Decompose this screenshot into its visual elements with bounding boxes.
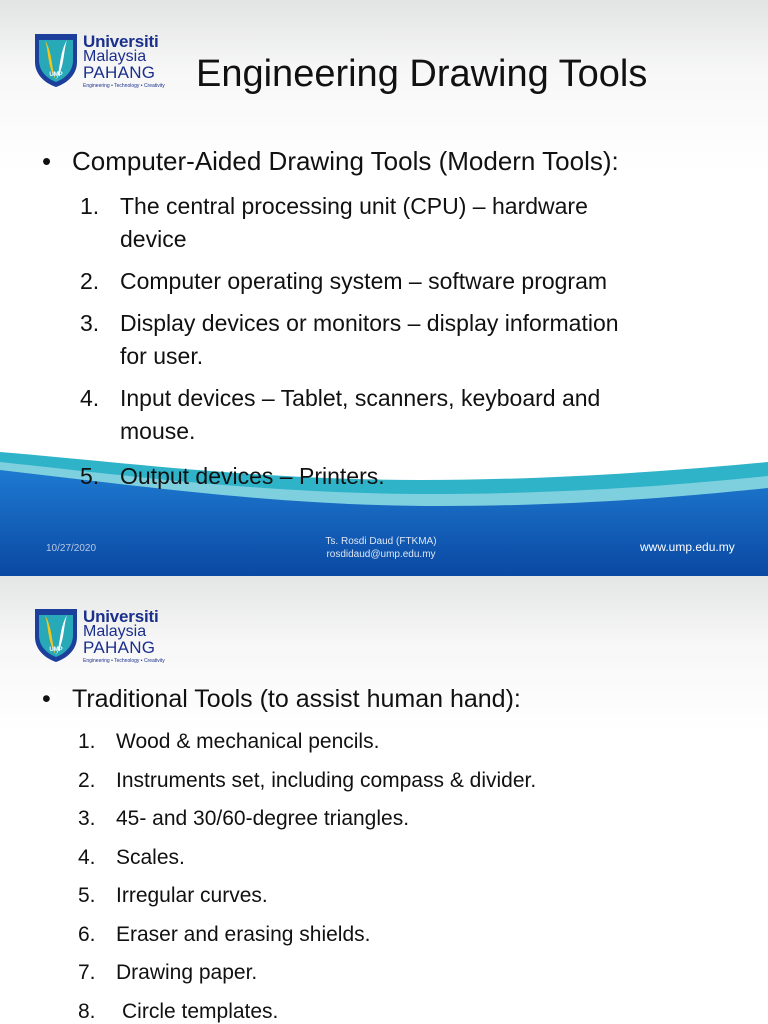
logo-line-2: Malaysia [83, 623, 147, 640]
ump-shield-icon [33, 32, 79, 88]
svg-text:UMP: UMP [49, 647, 63, 653]
slide-2 [0, 576, 768, 1024]
list-item [78, 806, 536, 845]
list-item-continuation: mouse. [120, 418, 196, 444]
list-item-text: Irregular curves. [116, 884, 268, 907]
ump-shield-icon [33, 607, 79, 663]
list-item-text: Scales. [116, 845, 185, 869]
list-item-number: 4. [78, 845, 96, 869]
logo-tagline: Engineering • Technology • Creativity [83, 658, 165, 664]
list-item [80, 190, 619, 265]
list-item [78, 768, 536, 807]
footer-date: 10/27/2020 [46, 543, 97, 554]
list-item [78, 845, 536, 884]
bullet-dot-icon: • [42, 146, 52, 176]
list-item-number: 3. [78, 807, 96, 830]
logo-line-2: Malaysia [83, 48, 147, 65]
traditional-tools-list [78, 729, 536, 1024]
bullet-dot-icon: • [42, 685, 51, 713]
main-bullet-text: Computer-Aided Drawing Tools (Modern Tools): [72, 146, 619, 176]
list-item-number: 4. [80, 385, 100, 411]
list-item-continuation: device [120, 226, 187, 252]
logo-line-1: Universiti [83, 32, 159, 51]
list-item-number: 8. [78, 999, 96, 1023]
list-item [78, 883, 536, 922]
list-item-number: 2. [80, 268, 100, 294]
list-item-text: Input devices – Tablet, scanners, keyboard and [120, 385, 601, 411]
list-item [80, 460, 385, 493]
list-item-text: 45- and 30/60-degree triangles. [116, 807, 410, 830]
list-item-text: Instruments set, including compass & divider. [116, 768, 537, 792]
ump-logo [33, 605, 163, 665]
list-item-text: Wood & mechanical pencils. [116, 730, 380, 753]
main-bullet [42, 146, 619, 177]
list-item [78, 922, 536, 961]
footer-email: rosdidaud@ump.edu.my [326, 549, 436, 560]
logo-line-3: PAHANG [83, 638, 156, 657]
list-item-number: 5. [80, 463, 100, 489]
main-bullet [42, 685, 521, 714]
list-item-text: Computer operating system – software program [120, 268, 608, 294]
list-item [80, 265, 619, 307]
list-item-text: The central processing unit (CPU) – hardware [120, 193, 588, 219]
list-item [78, 999, 536, 1024]
list-item [78, 729, 536, 768]
list-item-text: Drawing paper. [116, 961, 258, 984]
logo-line-3: PAHANG [83, 63, 156, 82]
slide-title: Engineering Drawing Tools [196, 53, 648, 95]
logo-line-1: Universiti [83, 607, 159, 626]
list-item-number: 2. [78, 768, 96, 792]
list-item-text: Circle templates. [122, 999, 279, 1023]
svg-text:UMP: UMP [49, 72, 63, 78]
list-item-number: 5. [78, 884, 96, 907]
footer-url: www.ump.edu.my [640, 540, 735, 554]
list-item [80, 307, 619, 382]
list-item-number: 6. [78, 922, 96, 946]
list-item [78, 960, 536, 999]
list-item-number: 1. [80, 193, 100, 219]
list-item-number: 3. [80, 310, 100, 336]
list-item-number: 7. [78, 961, 96, 984]
list-item-text: Eraser and erasing shields. [116, 922, 371, 946]
logo-tagline: Engineering • Technology • Creativity [83, 83, 165, 89]
cad-tools-list [80, 190, 619, 458]
list-item-text: Display devices or monitors – display information [120, 310, 619, 336]
footer-author: Ts. Rosdi Daud (FTKMA) [325, 536, 437, 547]
ump-logo [33, 30, 163, 90]
list-item-number: 1. [78, 730, 96, 753]
main-bullet-text: Traditional Tools (to assist human hand): [72, 685, 521, 713]
list-item-text: Output devices – Printers. [120, 463, 385, 489]
list-item-continuation: for user. [120, 343, 204, 369]
